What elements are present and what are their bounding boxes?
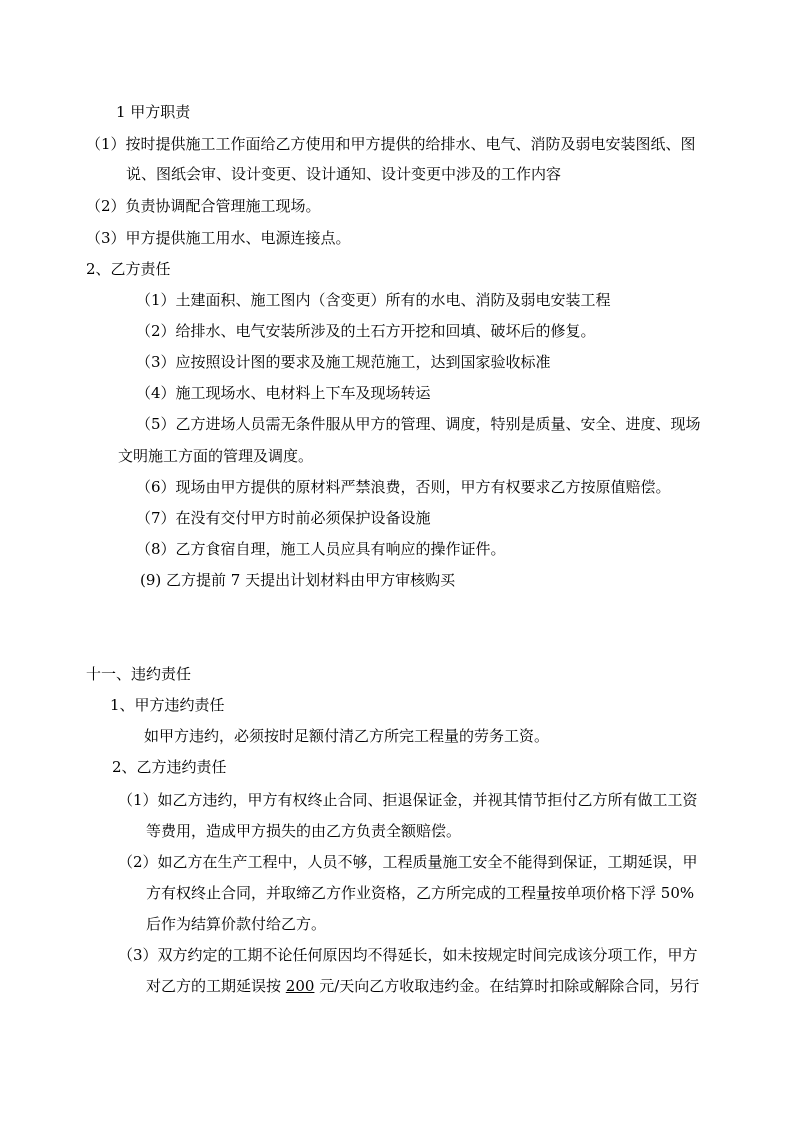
section1-item-2: （2）负责协调配合管理施工现场。 [86,197,321,215]
section11-sub2-heading: 2、乙方违约责任 [112,758,227,776]
section11-sub2-line-4: 方有权终止合同，并取缔乙方作业资格，乙方所完成的工程量按单项价格下浮 50% [146,884,695,902]
section2-item-4: （4）施工现场水、电材料上下车及现场转运 [136,384,431,402]
section2-item-8: （8）乙方食宿自理，施工人员应具有响应的操作证件。 [136,540,506,558]
section1-item-3: （3）甲方提供施工用水、电源连接点。 [86,229,351,247]
section2-item-6: （6）现场由甲方提供的原材料严禁浪费，否则，甲方有权要求乙方按原值赔偿。 [136,478,671,496]
section11-sub2-line-2: 等费用，造成甲方损失的由乙方负责全额赔偿。 [146,822,462,840]
section1-heading: 1 甲方职责 [116,103,191,121]
penalty-text-prefix: 对乙方的工期延误按 [146,977,286,995]
section2-heading: 2、乙方责任 [86,260,171,278]
penalty-text-suffix: 元/天向乙方收取违约金。在结算时扣除或解除合同，另行 [314,977,700,995]
section2-item-7: （7）在没有交付甲方时前必须保护设备设施 [136,509,431,527]
section11-sub1-text: 如甲方违约，必须按时足额付清乙方所完工程量的劳务工资。 [144,727,550,745]
penalty-amount: 200 [285,977,315,995]
section2-item-2: （2）给排水、电气安装所涉及的土石方开挖和回填、破坏后的修复。 [136,322,596,340]
section2-item-1: （1）土建面积、施工图内（含变更）所有的水电、消防及弱电安装工程 [136,291,611,309]
section11-heading: 十一、违约责任 [86,665,192,683]
section11-sub2-line-7 [146,976,699,996]
section2-item-9: (9) 乙方提前 7 天提出计划材料由甲方审核购买 [140,571,456,589]
section2-item-3: （3）应按照设计图的要求及施工规范施工，达到国家验收标准 [136,353,551,371]
section11-sub2-line-6: （3）双方约定的工期不论任何原因均不得延长，如未按规定时间完成该分项工作，甲方 [118,946,698,964]
section1-item-1-cont: 说、图纸会审、设计变更、设计通知、设计变更中涉及的工作内容 [126,165,562,183]
section11-sub2-line-3: （2）如乙方在生产工程中，人员不够，工程质量施工安全不能得到保证，工期延误，甲 [118,853,698,871]
section11-sub2-line-5: 后作为结算价款付给乙方。 [146,915,327,933]
section2-item-5-cont: 文明施工方面的管理及调度。 [118,447,314,465]
section11-sub2-line-1: （1）如乙方违约，甲方有权终止合同、拒退保证金，并视其情节拒付乙方所有做工工资 [118,791,698,809]
section11-sub1-heading: 1、甲方违约责任 [110,696,225,714]
section1-item-1: （1）按时提供施工工作面给乙方使用和甲方提供的给排水、电气、消防及弱电安装图纸、图 [86,135,696,153]
section2-item-5: （5）乙方进场人员需无条件服从甲方的管理、调度，特别是质量、安全、进度、现场 [136,415,701,433]
